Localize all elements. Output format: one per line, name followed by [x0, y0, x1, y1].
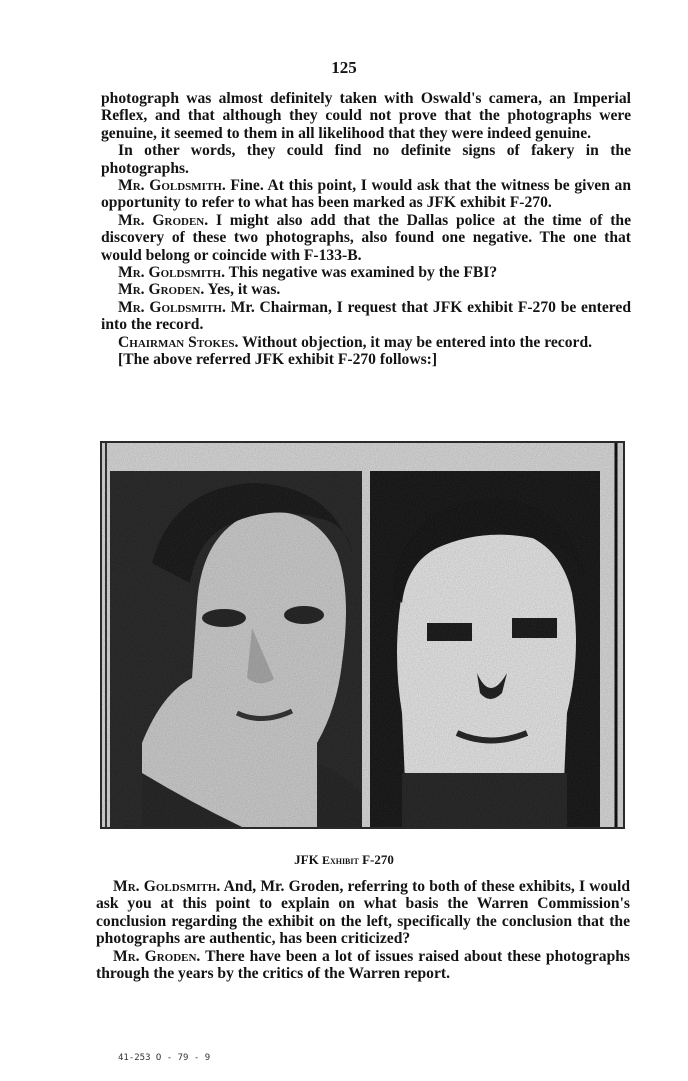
paragraph: Mr. Groden. Yes, it was.	[118, 281, 281, 299]
exhibit-caption: JFK Exhibit F-270	[294, 852, 394, 867]
speaker-name: Mr. Goldsmith.	[118, 298, 226, 316]
footer-print-code: 41-253 O - 79 - 9	[118, 1053, 211, 1063]
paragraph: Mr. Goldsmith. Fine. At this point, I would ask that the witness be given an opportunity to refer to what has been marked as JFK exhibit F-270.	[101, 177, 632, 212]
speaker-name: Mr. Goldsmith.	[113, 878, 221, 895]
paragraph: In other words, they could find no definite signs of fakery in the photographs.	[101, 142, 631, 177]
paragraph: Mr. Groden. I might also add that the Dallas police at the time of the discovery of these two photographs, also found one negative. The one that would belong or coincide with F-133-B.	[101, 211, 631, 264]
exhibit-photo	[100, 441, 625, 829]
page-number: 125	[331, 58, 357, 77]
paragraph: [The above referred JFK exhibit F-270 follows:]	[118, 351, 438, 369]
paragraph: Mr. Goldsmith. And, Mr. Groden, referring to both of these exhibits, I would ask you at this point to explain on what basis the Warren Commission's conclusion regarding the exhibit on the left, specifically the conclusion that the photographs are authentic, has been criticized?	[96, 878, 630, 948]
paragraph: Mr. Groden. There have been a lot of issues raised about these photographs through the years by the critics of the Warren report.	[96, 947, 630, 983]
speaker-name: Mr. Groden.	[118, 211, 209, 229]
testimony-text-top	[101, 90, 631, 369]
paragraph: photograph was almost definitely taken with Oswald's camera, an Imperial Reflex, and that although they could not prove that the photographs were genuine, it seemed to them in all likelihood that they were indeed genuine.	[101, 90, 631, 142]
exhibit-photo-image	[102, 443, 623, 827]
speaker-name: Mr. Groden.	[118, 281, 205, 299]
testimony-text-bottom	[96, 878, 630, 982]
paragraph: Mr. Goldsmith. Mr. Chairman, I request that JFK exhibit F-270 be entered into the record.	[101, 298, 632, 334]
paragraph: Mr. Goldsmith. This negative was examined by the FBI?	[118, 264, 498, 282]
speaker-name: Chairman Stokes.	[118, 333, 239, 351]
speaker-name: Mr. Goldsmith.	[118, 177, 226, 195]
speaker-name: Mr. Groden.	[113, 947, 201, 965]
paragraph: Chairman Stokes. Without objection, it may be entered into the record.	[118, 333, 593, 351]
speaker-name: Mr. Goldsmith.	[118, 264, 225, 282]
